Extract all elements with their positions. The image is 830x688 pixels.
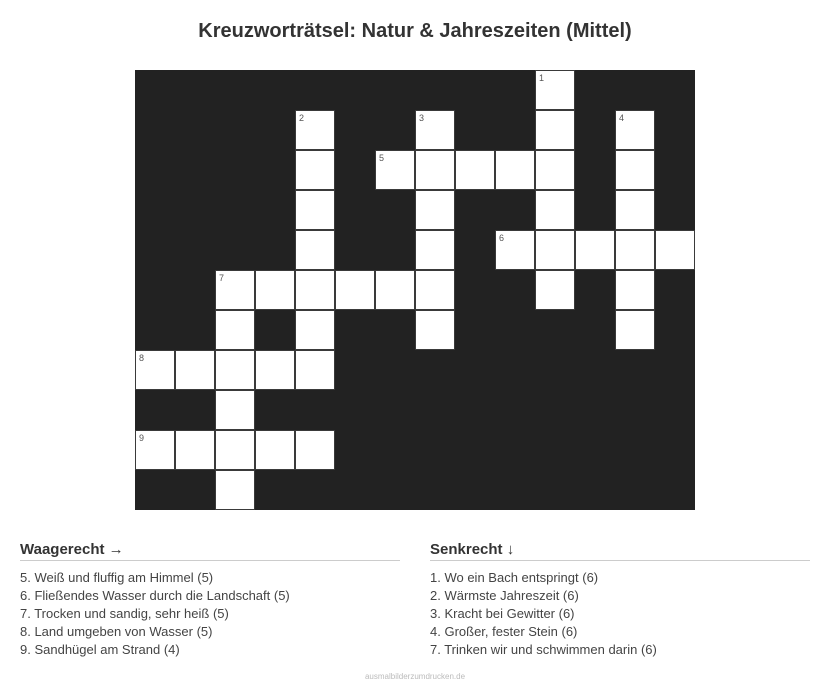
grid-cell[interactable]	[615, 110, 655, 150]
clue-number: 6	[499, 233, 505, 243]
grid-cell[interactable]	[295, 150, 335, 190]
grid-cell[interactable]	[535, 70, 575, 110]
grid-cell[interactable]	[455, 150, 495, 190]
grid-cell[interactable]	[615, 150, 655, 190]
grid-cell[interactable]	[255, 350, 295, 390]
down-heading: Senkrecht ↓	[430, 541, 810, 561]
grid-cell[interactable]	[135, 430, 175, 470]
clue-number: 4	[619, 113, 625, 123]
grid-cell[interactable]	[215, 270, 255, 310]
grid-cell[interactable]	[215, 390, 255, 430]
across-clue-list	[20, 569, 400, 659]
grid-cell[interactable]	[615, 230, 655, 270]
grid-cell[interactable]	[295, 190, 335, 230]
grid-cell[interactable]	[615, 270, 655, 310]
page-title: Kreuzworträtsel: Natur & Jahreszeiten (Mittel)	[198, 20, 632, 42]
clue-number: 1	[539, 73, 545, 83]
clue-number: 8	[139, 353, 145, 363]
grid-cell[interactable]	[415, 310, 455, 350]
grid-cell[interactable]	[295, 430, 335, 470]
clue-number: 9	[139, 433, 145, 443]
grid-cell[interactable]	[415, 190, 455, 230]
grid-cell[interactable]	[215, 470, 255, 510]
grid-cell[interactable]	[175, 350, 215, 390]
grid-cell[interactable]	[295, 270, 335, 310]
grid-cell[interactable]	[535, 270, 575, 310]
across-heading: Waagerecht →	[20, 541, 400, 561]
grid-cell[interactable]	[535, 190, 575, 230]
grid-cell[interactable]	[135, 350, 175, 390]
clue-item: 5. Weiß und fluffig am Himmel (5)	[20, 570, 214, 585]
clue-number: 7	[219, 273, 225, 283]
grid-cell[interactable]	[255, 430, 295, 470]
grid-cell[interactable]	[295, 230, 335, 270]
grid-cell[interactable]	[415, 270, 455, 310]
grid-cell[interactable]	[535, 230, 575, 270]
clue-item: 1. Wo ein Bach entspringt (6)	[430, 570, 599, 585]
clue-item: 8. Land umgeben von Wasser (5)	[20, 624, 213, 639]
grid-cell[interactable]	[655, 230, 695, 270]
grid-cell[interactable]	[295, 310, 335, 350]
grid-cell[interactable]	[295, 110, 335, 150]
clue-number: 3	[419, 113, 425, 123]
clue-item: 9. Sandhügel am Strand (4)	[20, 642, 180, 657]
clue-item: 7. Trocken und sandig, sehr heiß (5)	[20, 606, 229, 621]
clue-number: 2	[299, 113, 305, 123]
down-clues	[430, 541, 810, 659]
clue-item: 4. Großer, fester Stein (6)	[430, 624, 578, 639]
grid-cell[interactable]	[375, 150, 415, 190]
clue-item: 2. Wärmste Jahreszeit (6)	[430, 588, 579, 603]
grid-cell[interactable]	[615, 190, 655, 230]
down-clue-list	[430, 569, 810, 659]
grid-cell[interactable]	[495, 150, 535, 190]
crossword-grid	[135, 70, 695, 510]
clue-item: 7. Trinken wir und schwimmen darin (6)	[430, 642, 657, 657]
across-clues	[20, 541, 400, 659]
clue-number: 5	[379, 153, 385, 163]
grid-cell[interactable]	[375, 270, 415, 310]
grid-cell[interactable]	[215, 310, 255, 350]
grid-cell[interactable]	[575, 230, 615, 270]
grid-cell[interactable]	[495, 230, 535, 270]
grid-cell[interactable]	[175, 430, 215, 470]
grid-cell[interactable]	[255, 270, 295, 310]
footer-credit: ausmalbilderzumdrucken.de	[364, 672, 466, 681]
grid-cell[interactable]	[415, 110, 455, 150]
grid-cell[interactable]	[335, 270, 375, 310]
grid-cell[interactable]	[215, 430, 255, 470]
clue-item: 6. Fließendes Wasser durch die Landschaft (5)	[20, 588, 290, 603]
clue-item: 3. Kracht bei Gewitter (6)	[430, 606, 575, 621]
grid-cell[interactable]	[615, 310, 655, 350]
grid-cell[interactable]	[535, 150, 575, 190]
grid-cell[interactable]	[415, 230, 455, 270]
grid-cell[interactable]	[415, 150, 455, 190]
grid-cell[interactable]	[535, 110, 575, 150]
grid-cell[interactable]	[215, 350, 255, 390]
grid-cell[interactable]	[295, 350, 335, 390]
